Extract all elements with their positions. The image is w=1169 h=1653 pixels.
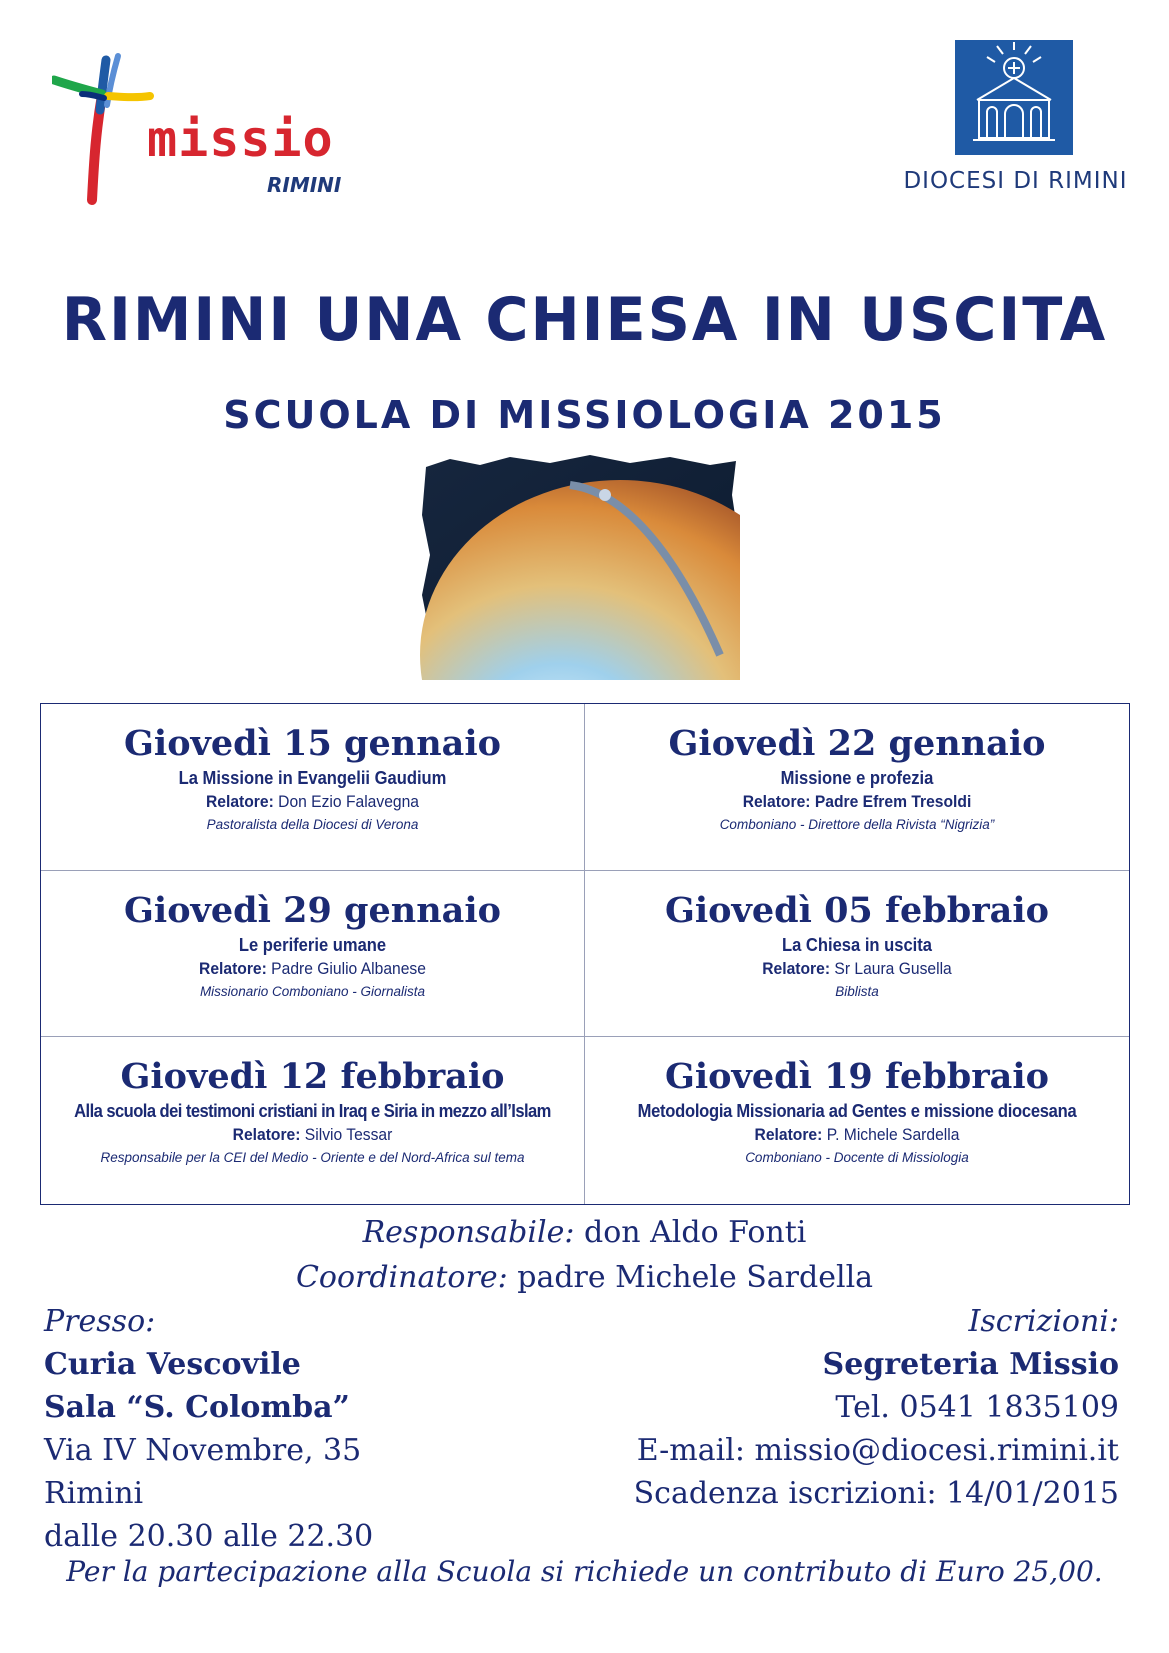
schedule-table: [40, 703, 1130, 1205]
missio-wordmark: missio: [147, 110, 334, 168]
speaker-name: Don Ezio Falavegna: [278, 792, 419, 811]
responsabile-line: [0, 1215, 1169, 1250]
coordinatore-value: padre Michele Sardella: [517, 1260, 874, 1295]
coordinatore-label: Coordinatore:: [295, 1260, 508, 1295]
session-speaker: [607, 792, 1107, 812]
speaker-name: Sr Laura Gusella: [834, 958, 952, 978]
venue-block: [44, 1300, 564, 1558]
iscrizioni-label: Iscrizioni:: [968, 1304, 1119, 1339]
speaker-name: Padre Efrem Tresoldi: [814, 792, 972, 811]
session-topic: Le periferie umane: [238, 934, 387, 955]
presso-label: Presso:: [44, 1304, 156, 1339]
session-date: Giovedì 22 gennaio: [668, 723, 1046, 764]
coordinatore-line: [0, 1260, 1169, 1295]
registration-block: [559, 1300, 1119, 1515]
venue-room: Sala “S. Colomba”: [44, 1390, 350, 1425]
registration-office: Segreteria Missio: [822, 1347, 1119, 1382]
venue-address: Via IV Novembre, 35: [44, 1433, 362, 1468]
session-speaker: [607, 1125, 1107, 1145]
speaker-role: Comboniano - Docente di Missiologia: [745, 1150, 969, 1166]
responsabile-label: Responsabile:: [362, 1215, 575, 1250]
speaker-label: Relatore:: [742, 792, 811, 811]
session-topic: Alla scuola dei testimoni cristiani in Iraq e Siria in mezzo all’Islam: [74, 1101, 551, 1122]
session-speaker: [63, 959, 563, 979]
speaker-label: Relatore:: [199, 958, 267, 978]
session-speaker: [63, 1125, 563, 1145]
diocesi-label: DIOCESI DI RIMINI: [903, 168, 1128, 194]
responsabile-value: don Aldo Fonti: [584, 1215, 807, 1250]
session-cell: [585, 1037, 1129, 1204]
session-cell: [41, 871, 585, 1038]
contribution-note: Per la partecipazione alla Scuola si richiede un contributo di Euro 25,00.: [66, 1555, 1103, 1588]
poster-title: RIMINI UNA CHIESA IN USCITA: [61, 285, 1108, 355]
speaker-label: Relatore:: [754, 1125, 823, 1145]
session-cell: [585, 871, 1129, 1038]
session-topic: Missione e profezia: [780, 768, 934, 788]
speaker-role: Missionario Comboniano - Giornalista: [199, 983, 426, 999]
session-date: Giovedì 12 febbraio: [120, 1056, 505, 1098]
speaker-label: Relatore:: [762, 958, 831, 978]
venue-name: Curia Vescovile: [44, 1347, 301, 1382]
session-topic: La Chiesa in uscita: [781, 934, 933, 955]
speaker-label: Relatore:: [232, 1125, 301, 1145]
speaker-name: P. Michele Sardella: [826, 1125, 960, 1145]
speaker-name: Silvio Tessar: [304, 1125, 393, 1145]
globe-image: [420, 455, 740, 680]
session-cell: [585, 704, 1129, 871]
session-topic: La Missione in Evangelii Gaudium: [178, 768, 447, 788]
session-speaker: [63, 792, 563, 812]
venue-hours: dalle 20.30 alle 22.30: [44, 1519, 374, 1554]
registration-phone: Tel. 0541 1835109: [835, 1390, 1119, 1425]
venue-city: Rimini: [44, 1476, 144, 1511]
session-topic: Metodologia Missionaria ad Gentes e missione diocesana: [637, 1101, 1077, 1122]
registration-email: E-mail: missio@diocesi.rimini.it: [636, 1433, 1119, 1468]
session-cell: [41, 704, 585, 871]
speaker-name: Padre Giulio Albanese: [271, 958, 426, 978]
speaker-role: Responsabile per la CEI del Medio - Oriente e del Nord-Africa sul tema: [100, 1150, 525, 1166]
registration-deadline: Scadenza iscrizioni: 14/01/2015: [633, 1476, 1119, 1511]
speaker-role: Pastoralista della Diocesi di Verona: [206, 817, 419, 832]
speaker-role: Biblista: [835, 983, 879, 999]
session-date: Giovedì 15 gennaio: [124, 723, 501, 764]
missio-logo: [52, 50, 352, 210]
speaker-role: Comboniano - Direttore della Rivista “Nigrizia”: [719, 817, 995, 832]
poster-subtitle: SCUOLA DI MISSIOLOGIA 2015: [223, 393, 946, 437]
session-date: Giovedì 19 febbraio: [664, 1056, 1049, 1098]
missio-city: RIMINI: [267, 173, 342, 197]
session-date: Giovedì 05 febbraio: [664, 889, 1049, 931]
session-date: Giovedì 29 gennaio: [124, 889, 501, 931]
diocesi-emblem-icon: [955, 40, 1073, 155]
speaker-label: Relatore:: [205, 792, 274, 811]
session-cell: [41, 1037, 585, 1204]
session-speaker: [607, 959, 1107, 979]
